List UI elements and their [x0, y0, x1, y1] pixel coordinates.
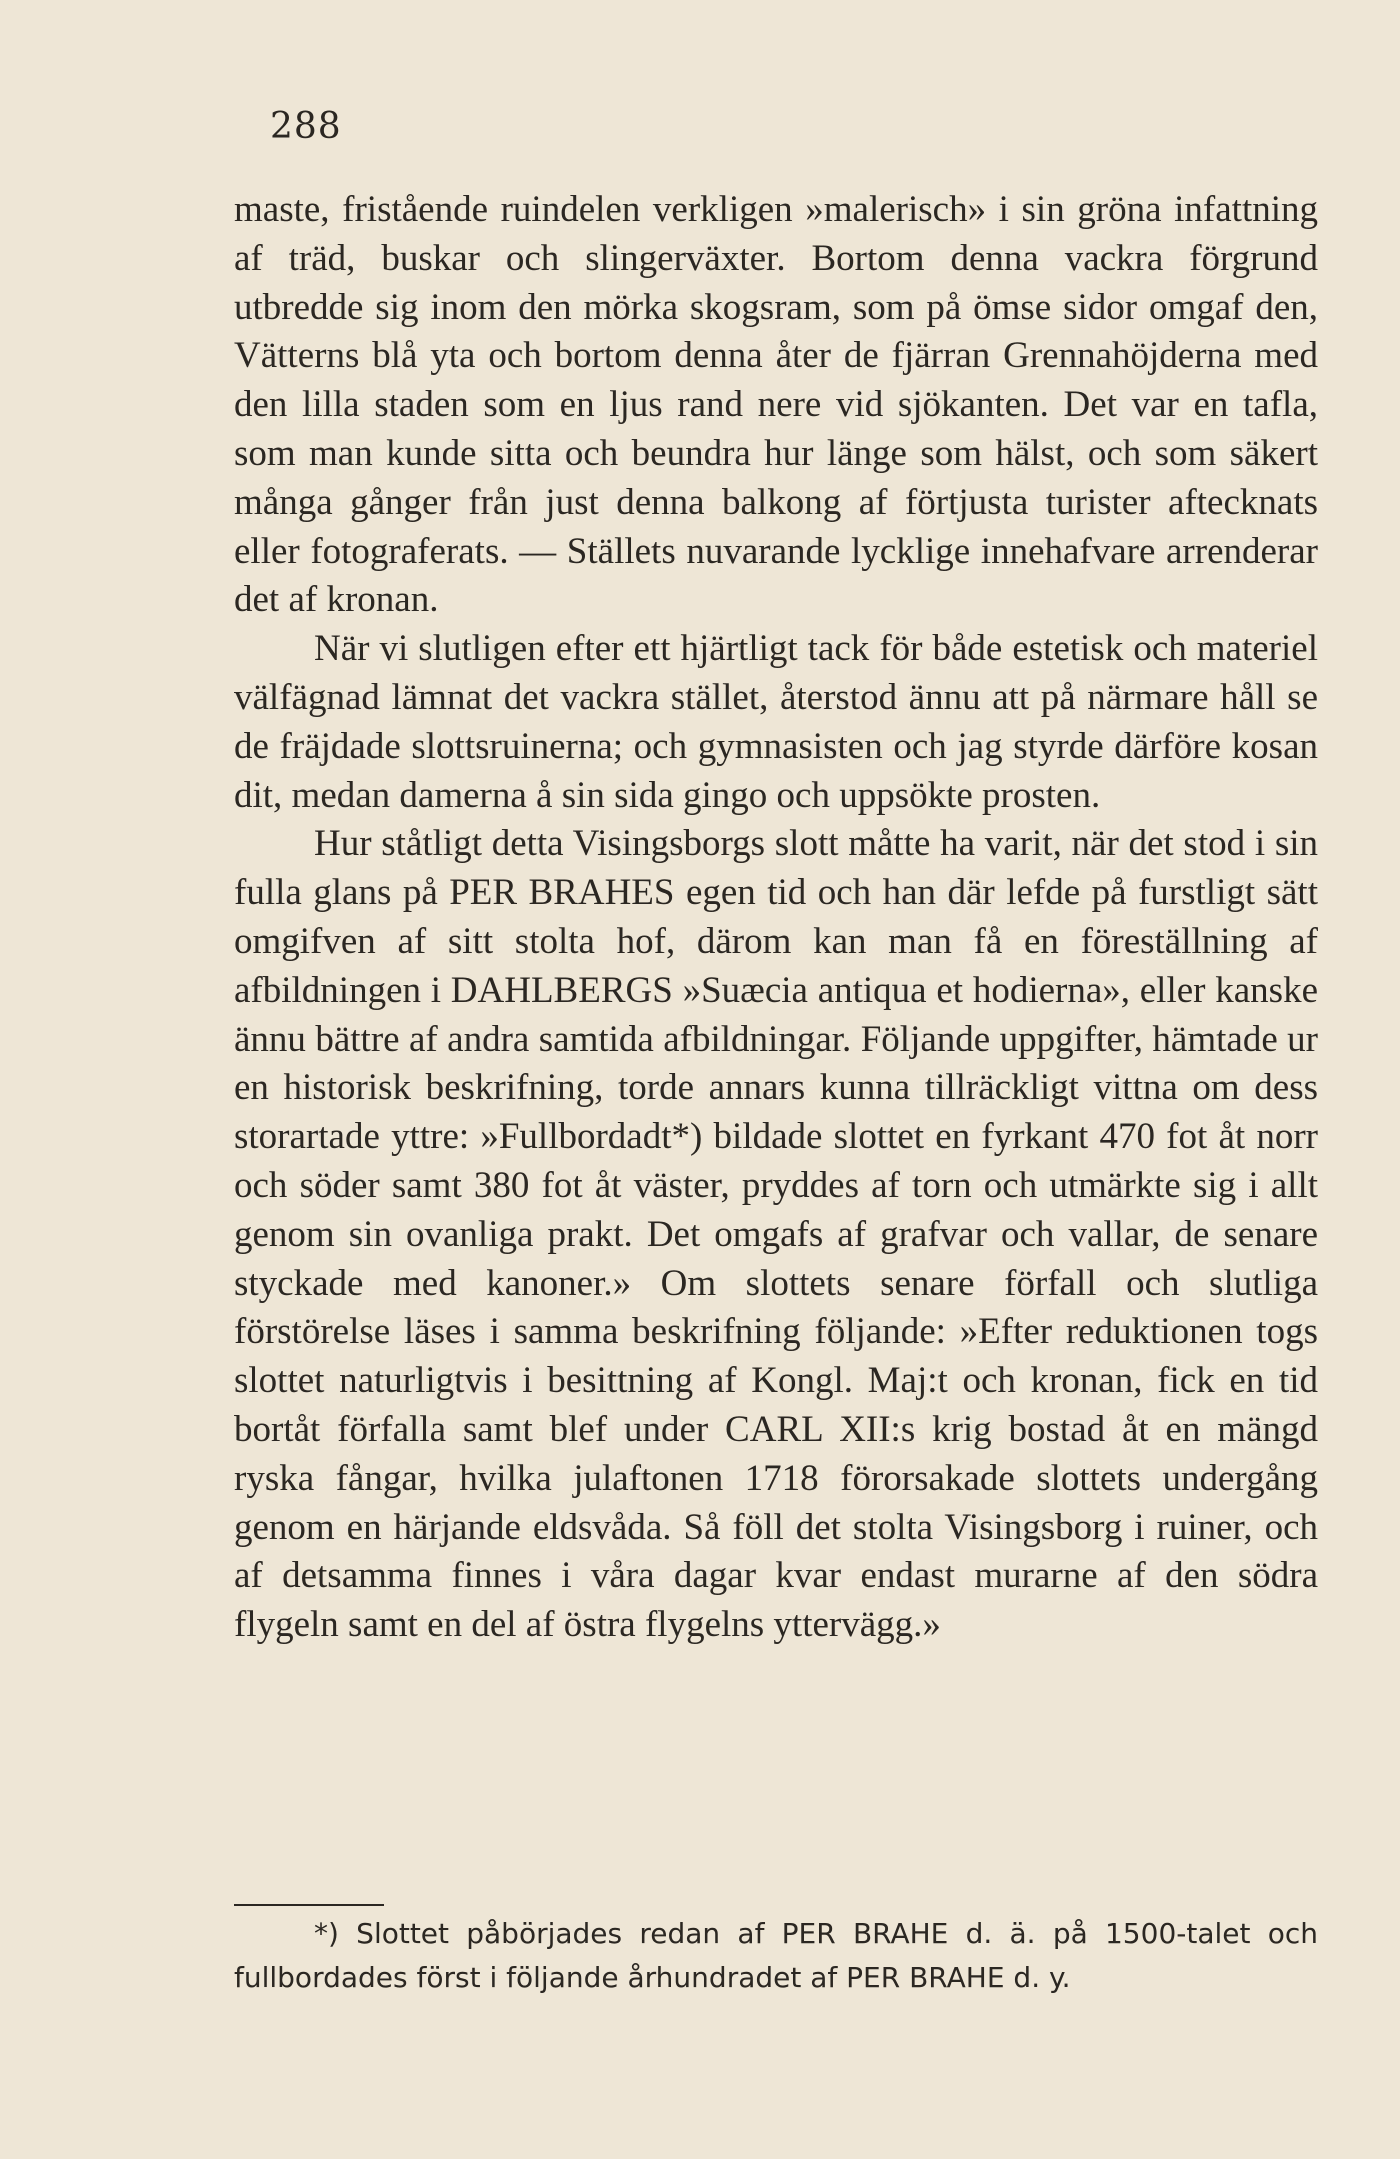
paragraph-2: När vi slutligen efter ett hjärtligt tack för både estetisk och materiel välfägnad lämnat det vackra stället, återstod ännu att på närmare håll se de fräjdade slottsruinerna; och gymnasisten och jag styrde därföre kosan dit, medan damerna å sin sida gingo och uppsökte prosten. — [234, 628, 1318, 816]
paragraph-1: maste, fristående ruindelen verkligen »malerisch» i sin gröna infattning af träd, buskar och slingerväxter. Bortom denna vackra förgrund utbredde sig inom den mörka skogsram, som på ömse sidor omgaf den, Vätterns blå yta och bortom denna åter de fjärran Grennahöjderna med den lilla staden som en ljus rand nere vid sjökanten. Det var en tafla, som man kunde sitta och beundra hur länge som hälst, och som säkert många gånger från just denna balkong af förtjusta turister aftecknats eller fotograferats. — Ställets nuvarande lycklige innehafvare arrenderar det af kronan. — [234, 189, 1318, 621]
paragraph-3: Hur ståtligt detta Visingsborgs slott måtte ha varit, när det stod i sin fulla glans på PER BRAHES egen tid och han där lefde på furstligt sätt omgifven af sitt stolta hof, därom kan man få en föreställning af afbildningen i DAHLBERGS »Suæcia antiqua et hodierna», eller kanske ännu bättre af andra samtida afbildningar. Följande uppgifter, hämtade ur en historisk beskrifning, torde annars kunna tillräckligt vittna om dess storartade yttre: »Fullbordadt*) bildade slottet en fyrkant 470 fot åt norr och söder samt 380 fot åt väster, pryddes af torn och utmärkte sig i allt genom sin ovanliga prakt. Det omgafs af grafvar och vallar, de senare styckade med kanoner.» Om slottets senare förfall och slutliga förstörelse läses i samma beskrifning följande: »Efter reduktionen togs slottet naturligtvis i besittning af Kongl. Maj:t och kronan, fick en tid bortåt förfalla samt blef under CARL XII:s krig bostad åt en mängd ryska fångar, hvilka julaftonen 1718 förorsakade slottets undergång genom en härjande eldsvåda. Så föll det stolta Visingsborg i ruiner, och af detsamma finnes i våra dagar kvar endast murarne af den södra flygeln samt en del af östra flygelns yttervägg.» — [234, 823, 1318, 1646]
footnote-text: *) Slottet påbörjades redan af PER BRAHE d. ä. på 1500-talet och fullbordades först i följande århundradet af PER BRAHE d. y. — [234, 1917, 1318, 1994]
body-text — [234, 186, 1318, 1650]
footnote-rule — [234, 1904, 384, 1906]
footnote — [234, 1912, 1318, 2000]
page-number: 288 — [270, 106, 342, 147]
